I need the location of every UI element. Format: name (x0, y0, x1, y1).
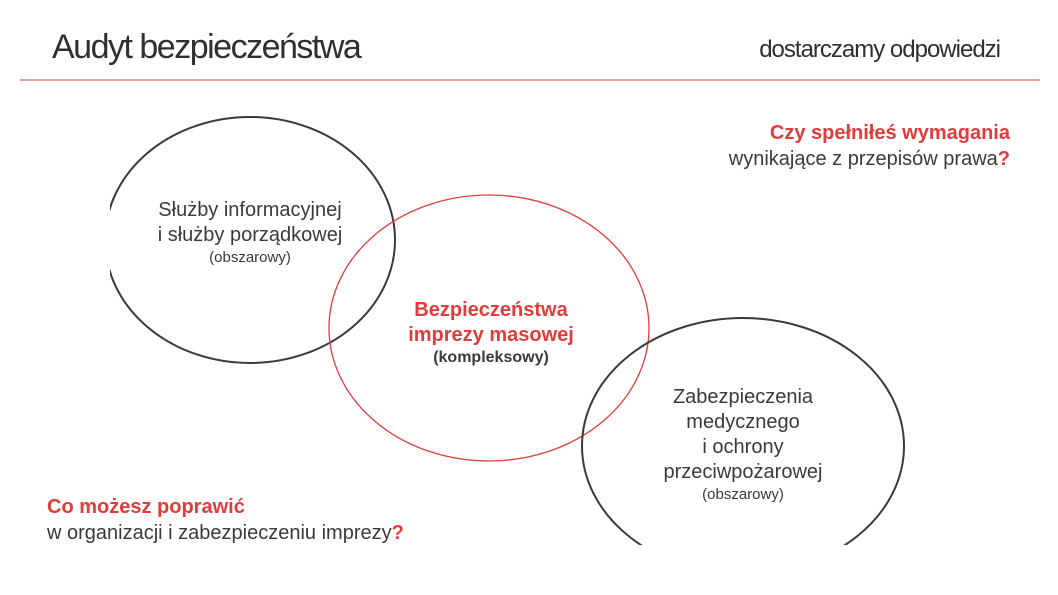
circle-right-label (613, 385, 873, 505)
question-top-mark: ? (997, 148, 1010, 170)
circle-right-line-1: Zabezpieczenia (672, 386, 814, 408)
circle-center-line-2: imprezy masowej (408, 324, 574, 346)
circle-left-sub: (obszarowy) (209, 249, 291, 266)
question-bottom (47, 494, 404, 546)
question-bottom-text: w organizacji i zabezpieczeniu imprezy (47, 522, 392, 544)
circle-center-line-1: Bezpieczeństwa (414, 299, 568, 321)
circle-left-label (120, 198, 380, 268)
question-bottom-mark: ? (391, 522, 404, 544)
circle-right-line-3: i ochrony (702, 436, 784, 458)
question-bottom-highlight: Co możesz poprawić (47, 496, 245, 518)
page-title: Audyt bezpieczeństwa (52, 28, 361, 66)
circle-right-line-2: medycznego (686, 411, 800, 433)
page-tagline: dostarczamy odpowiedzi (759, 36, 1000, 63)
circle-left-line-2: i służby porządkowej (157, 224, 343, 246)
circle-center-label (360, 298, 622, 368)
question-top (729, 120, 1010, 172)
circle-center-sub: (kompleksowy) (433, 349, 549, 366)
question-top-highlight: Czy spełniłeś wymagania (769, 122, 1010, 144)
circle-right-line-4: przeciwpożarowej (663, 461, 823, 483)
circle-left-line-1: Służby informacyjnej (158, 199, 342, 221)
circle-right-sub: (obszarowy) (702, 486, 784, 503)
question-top-text: wynikające z przepisów prawa (728, 148, 998, 170)
